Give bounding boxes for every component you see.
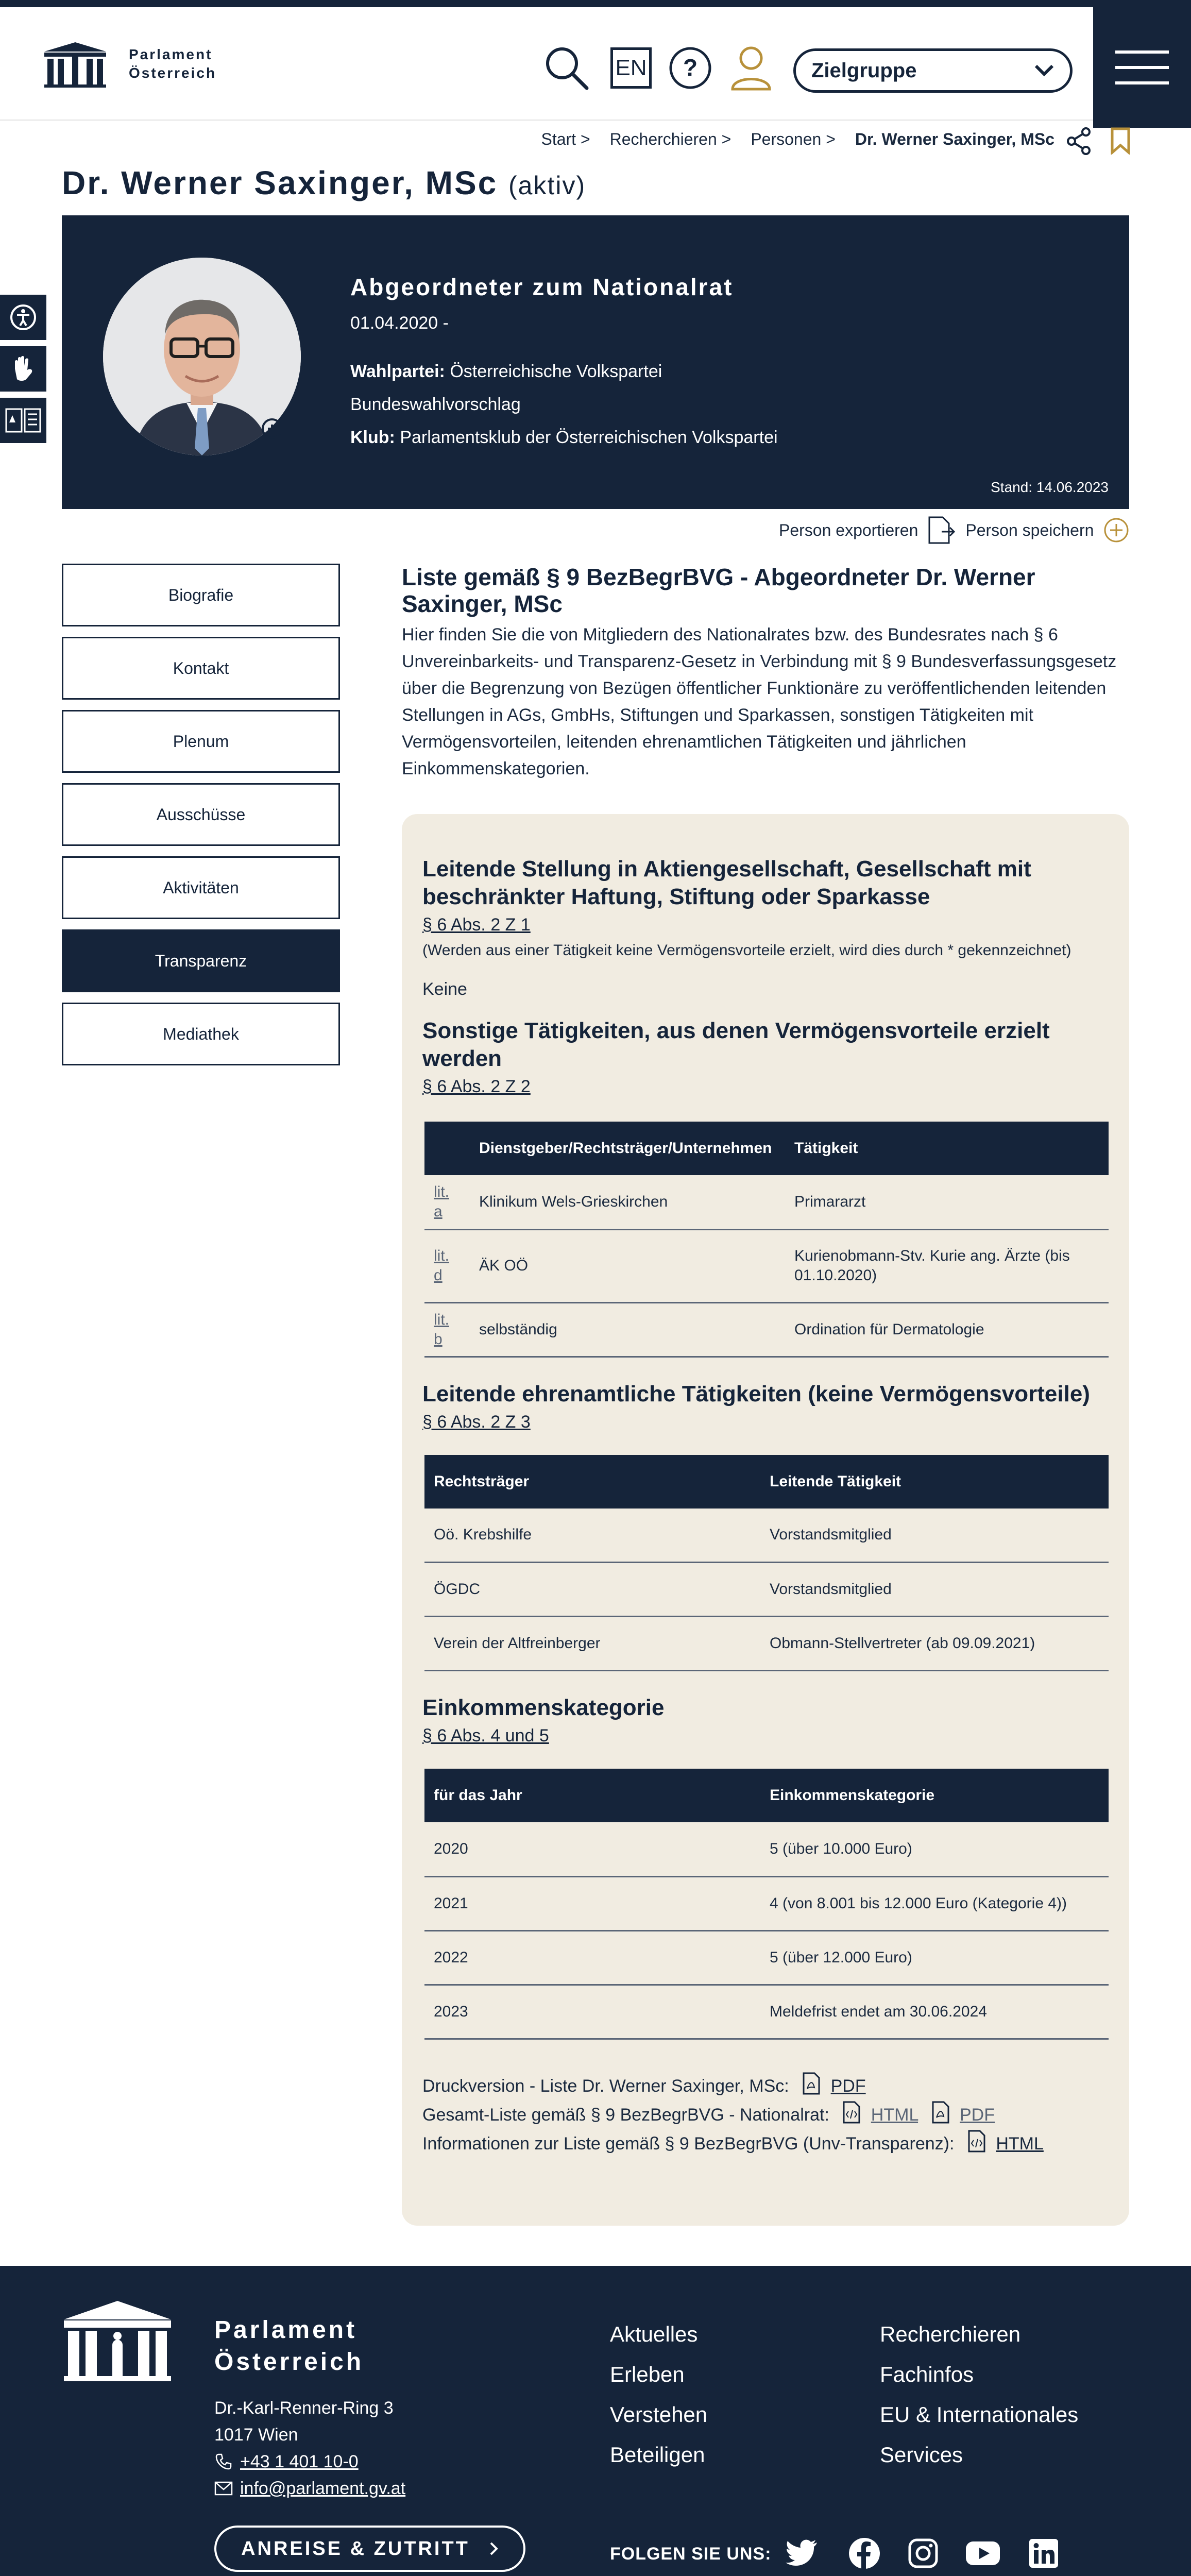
footer-brand-line-2: Österreich: [214, 2348, 364, 2376]
accessibility-button[interactable]: [0, 295, 46, 340]
lit-link[interactable]: lit. d: [434, 1247, 449, 1284]
transparency-intro: Hier finden Sie die von Mitgliedern des Nationalrates bzw. des Bundesrates nach § 6 Unvereinbarkeits- und Transparenz-Gesetz in Verbindung mit § 9 Bundesverfassungsgesetz über die Begrenzung von Bezügen öffentlicher Funktionäre zu veröffentlichenden leitenden Stellungen in AGs, GmbHs, Stiftungen und Sparkassen, sonstigen Tätigkeiten mit Vermögensvorteilen, leitenden ehrenamtlichen Tätigkeiten und jährlichen Einkommenskategorien.: [402, 625, 1117, 778]
download-full-list-pdf-link[interactable]: PDF: [960, 2105, 995, 2125]
target-group-select[interactable]: [793, 48, 1073, 93]
category-cell: 5 (über 12.000 Euro): [760, 1930, 1109, 1985]
download-info-html-link[interactable]: HTML: [996, 2133, 1044, 2154]
stand-date: Stand: 14.06.2023: [991, 479, 1109, 495]
person-name: Dr. Werner Saxinger, MSc: [62, 164, 498, 201]
org-cell: Verein der Altfreinberger: [424, 1617, 760, 1671]
breadcrumb: [541, 130, 1054, 149]
footer-parliament-logo[interactable]: [61, 2297, 174, 2381]
transparency-card: [402, 814, 1129, 2226]
subnav-aktivitaeten[interactable]: Aktivitäten: [62, 856, 340, 919]
footer-address: [214, 2395, 405, 2502]
role-cell: Vorstandsmitglied: [760, 1563, 1109, 1617]
club-label: Klub:: [350, 428, 395, 447]
employer-cell: ÄK OÖ: [470, 1229, 785, 1302]
download-info-label: Informationen zur Liste gemäß § 9 BezBegrBVG (Unv-Transparenz):: [422, 2133, 955, 2154]
activity-cell: Ordination für Dermatologie: [785, 1302, 1109, 1357]
person-actions: [779, 515, 1130, 545]
youtube-link[interactable]: [964, 2535, 1001, 2572]
table-row: [424, 1876, 1109, 1930]
footer-link-recherchieren[interactable]: Recherchieren: [880, 2322, 1021, 2346]
footer-street: Dr.-Karl-Renner-Ring 3: [214, 2398, 394, 2418]
income-law-link[interactable]: § 6 Abs. 4 und 5: [422, 1726, 549, 1745]
mandate-role: Abgeordneter zum Nationalrat: [350, 274, 734, 300]
subnav-ausschuesse[interactable]: Ausschüsse: [62, 783, 340, 846]
breadcrumb-persons[interactable]: Personen >: [751, 130, 836, 148]
category-column-header: Einkommenskategorie: [760, 1769, 1109, 1822]
party-value: Österreichische Volkspartei: [450, 362, 662, 381]
honorary-title: Leitende ehrenamtliche Tätigkeiten (keine Vermögensvorteile): [422, 1381, 1090, 1406]
table-row: [424, 1985, 1109, 2039]
footer-nav-col-2: [880, 2314, 1078, 2475]
org-column-header: Rechtsträger: [424, 1455, 760, 1509]
leading-position-title: Leitende Stellung in Aktiengesellschaft, Gesellschaft mit beschränkter Haftung, Stiftung oder Sparkasse: [422, 856, 1031, 909]
income-title: Einkommenskategorie: [422, 1695, 665, 1720]
lit-link[interactable]: lit. b: [434, 1311, 449, 1348]
download-full-list-label: Gesamt-Liste gemäß § 9 BezBegrBVG - Nationalrat:: [422, 2105, 829, 2125]
youtube-icon: [965, 2540, 1001, 2566]
parliament-logo[interactable]: [42, 40, 216, 88]
twitter-icon: [785, 2539, 818, 2567]
phone-icon: [214, 2452, 233, 2471]
site-footer: [0, 2266, 1191, 2576]
help-icon: [668, 46, 712, 90]
subnav-mediathek[interactable]: Mediathek: [62, 1003, 340, 1065]
table-row: [424, 1822, 1109, 1876]
footer-link-verstehen[interactable]: Verstehen: [610, 2402, 708, 2427]
year-cell: 2022: [424, 1930, 760, 1985]
download-info-line: [422, 2129, 1109, 2158]
portrait-zoom-button[interactable]: [260, 416, 290, 449]
share-icon: [1066, 127, 1092, 156]
org-cell: ÖGDC: [424, 1563, 760, 1617]
linkedin-link[interactable]: [1025, 2535, 1062, 2572]
role-column-header: Leitende Tätigkeit: [760, 1455, 1109, 1509]
search-icon: [543, 45, 590, 91]
activity-cell: Primararzt: [785, 1175, 1109, 1229]
save-person-label[interactable]: Person speichern: [965, 520, 1094, 539]
lit-link[interactable]: lit. a: [434, 1183, 449, 1220]
directions-button[interactable]: [214, 2526, 525, 2572]
login-button[interactable]: [726, 43, 776, 93]
parliament-building-icon: [42, 40, 108, 88]
club-line: [350, 428, 778, 448]
transparency-heading: Liste gemäß § 9 BezBegrBVG - Abgeordneter Dr. Werner Saxinger, MSc: [402, 564, 1035, 617]
other-activities-law-link[interactable]: § 6 Abs. 2 Z 2: [422, 1077, 531, 1096]
html-icon: [842, 2101, 861, 2124]
downloads-block: [422, 2072, 1109, 2158]
share-button[interactable]: [1066, 127, 1092, 158]
footer-city: 1017 Wien: [214, 2425, 298, 2445]
role-cell: Vorstandsmitglied: [760, 1509, 1109, 1563]
download-print-line: [422, 2072, 1109, 2100]
leading-position-law-link[interactable]: § 6 Abs. 2 Z 1: [422, 915, 531, 935]
search-button[interactable]: [542, 43, 591, 93]
instagram-icon: [908, 2538, 939, 2569]
table-row: [424, 1229, 1109, 1302]
footer-brand-line-1: Parlament: [214, 2316, 358, 2344]
person-subnav: [62, 564, 340, 1076]
download-print-label: Druckversion - Liste Dr. Werner Saxinger, MSc:: [422, 2076, 789, 2096]
main-content: [402, 564, 1129, 782]
year-cell: 2020: [424, 1822, 760, 1876]
year-cell: 2023: [424, 1985, 760, 2039]
target-group-label: Zielgruppe: [811, 59, 917, 82]
sign-language-button[interactable]: [0, 346, 46, 392]
other-activities-title: Sonstige Tätigkeiten, aus denen Vermögensvorteile erzielt werden: [422, 1018, 1050, 1071]
breadcrumb-start[interactable]: Start >: [541, 130, 590, 148]
honorary-table: [424, 1455, 1109, 1672]
export-icon[interactable]: [927, 515, 956, 545]
help-button[interactable]: [666, 43, 715, 93]
year-cell: 2021: [424, 1876, 760, 1930]
employer-cell: Klinikum Wels-Grieskirchen: [470, 1175, 785, 1229]
table-row: [424, 1509, 1109, 1563]
zoom-icon: [260, 416, 290, 446]
other-activities-table: [424, 1122, 1109, 1358]
language-button[interactable]: EN: [610, 47, 652, 89]
lit-column-header: [424, 1122, 470, 1175]
employer-cell: selbständig: [470, 1302, 785, 1357]
download-full-list-line: [422, 2100, 1109, 2129]
bookmark-button[interactable]: [1110, 127, 1131, 157]
breadcrumb-current: Dr. Werner Saxinger, MSc: [855, 130, 1054, 148]
follow-us-label: FOLGEN SIE UNS:: [610, 2544, 772, 2564]
footer-link-eu-international[interactable]: EU & Internationales: [880, 2402, 1079, 2427]
breadcrumb-research[interactable]: Recherchieren >: [609, 130, 731, 148]
page-title: [62, 164, 586, 202]
html-icon: [967, 2130, 986, 2153]
plus-circle-icon[interactable]: [1103, 517, 1130, 544]
footer-link-services[interactable]: Services: [880, 2443, 963, 2467]
role-cell: Obmann-Stellvertreter (ab 09.09.2021): [760, 1617, 1109, 1671]
footer-link-erleben[interactable]: Erleben: [610, 2362, 685, 2386]
category-cell: Meldefrist endet am 30.06.2024: [760, 1985, 1109, 2039]
party-label: Wahlpartei:: [350, 362, 445, 381]
subnav-transparenz[interactable]: Transparenz: [62, 929, 340, 992]
footer-nav-col-1: [610, 2314, 707, 2475]
chevron-right-icon: [489, 2541, 499, 2556]
linkedin-icon: [1028, 2538, 1059, 2569]
svg-text:?: ?: [683, 54, 698, 81]
main-menu-button[interactable]: [1093, 7, 1191, 128]
employer-column-header: Dienstgeber/Rechtsträger/Unternehmen: [470, 1122, 785, 1175]
easy-language-button[interactable]: [0, 398, 46, 443]
income-table: [424, 1769, 1109, 2040]
bookmark-icon: [1110, 127, 1131, 155]
table-row: [424, 1175, 1109, 1229]
instagram-link[interactable]: [905, 2535, 942, 2572]
facebook-link[interactable]: [846, 2535, 883, 2572]
mail-icon: [214, 2481, 233, 2496]
table-row: [424, 1302, 1109, 1357]
table-row: [424, 1930, 1109, 1985]
mandate-since: 01.04.2020 -: [350, 313, 449, 333]
club-value: Parlamentsklub der Österreichischen Volkspartei: [400, 428, 778, 447]
category-cell: 5 (über 10.000 Euro): [760, 1822, 1109, 1876]
leading-position-value: Keine: [422, 979, 467, 999]
table-row: [424, 1617, 1109, 1671]
activity-cell: Kurienobmann-Stv. Kurie ang. Ärzte (bis 01.10.2020): [785, 1229, 1109, 1302]
site-header: [0, 7, 1191, 121]
sign-language-icon: [10, 354, 37, 383]
org-cell: Oö. Krebshilfe: [424, 1509, 760, 1563]
chevron-down-icon: [1034, 64, 1054, 77]
year-column-header: für das Jahr: [424, 1769, 760, 1822]
party-line: [350, 362, 662, 382]
logo-line-2: Österreich: [129, 65, 217, 81]
table-header-row: [424, 1769, 1109, 1822]
footer-phone-line: [214, 2448, 405, 2475]
download-print-pdf-link[interactable]: PDF: [830, 2076, 866, 2096]
twitter-link[interactable]: [783, 2535, 820, 2572]
footer-email-link[interactable]: info@parlament.gv.at: [240, 2479, 406, 2498]
footer-link-beteiligen[interactable]: Beteiligen: [610, 2443, 705, 2467]
leading-position-note: (Werden aus einer Tätigkeit keine Vermögensvorteile erzielt, wird dies durch * gekennzeichnet): [422, 942, 1071, 959]
pdf-icon: [931, 2101, 950, 2124]
footer-link-aktuelles[interactable]: Aktuelles: [610, 2322, 698, 2346]
accessibility-icon: [10, 304, 37, 331]
footer-brand: [214, 2314, 364, 2378]
table-header-row: [424, 1122, 1109, 1175]
footer-link-fachinfos[interactable]: Fachinfos: [880, 2362, 974, 2386]
subnav-biografie[interactable]: Biografie: [62, 564, 340, 626]
footer-email-line: [214, 2475, 405, 2502]
directions-label: ANREISE & ZUTRITT: [241, 2537, 470, 2560]
export-person-label[interactable]: Person exportieren: [779, 520, 918, 539]
honorary-law-link[interactable]: § 6 Abs. 2 Z 3: [422, 1412, 531, 1432]
top-accent-bar: [0, 0, 1191, 7]
easy-language-icon: [5, 407, 41, 434]
facebook-icon: [848, 2537, 881, 2570]
category-cell: 4 (von 8.001 bis 12.000 Euro (Kategorie 4)): [760, 1876, 1109, 1930]
activity-column-header: Tätigkeit: [785, 1122, 1109, 1175]
profile-banner: [62, 215, 1129, 509]
person-status: (aktiv): [508, 171, 586, 200]
table-header-row: [424, 1455, 1109, 1509]
user-icon: [729, 45, 773, 91]
table-row: [424, 1563, 1109, 1617]
menu-icon: [1115, 49, 1169, 86]
pdf-icon: [802, 2072, 821, 2095]
logo-line-1: Parlament: [129, 46, 213, 62]
subnav-plenum[interactable]: Plenum: [62, 710, 340, 773]
download-full-list-html-link[interactable]: HTML: [871, 2105, 918, 2125]
subnav-kontakt[interactable]: Kontakt: [62, 637, 340, 700]
footer-phone-link[interactable]: +43 1 401 10-0: [240, 2452, 359, 2471]
election-list: Bundeswahlvorschlag: [350, 395, 521, 414]
